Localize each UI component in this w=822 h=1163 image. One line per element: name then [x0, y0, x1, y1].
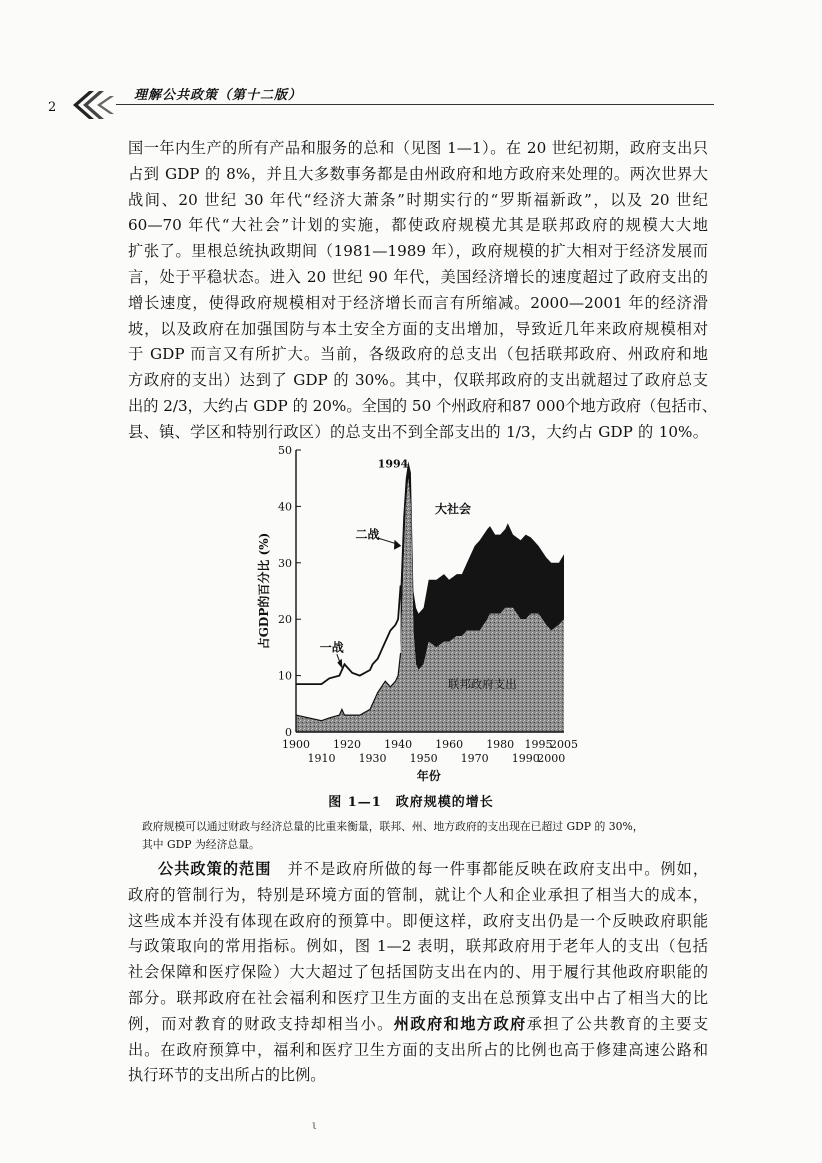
x-tick-label: 1980 [486, 738, 515, 751]
x-tick-label: 1920 [333, 738, 362, 751]
text-line: 县、镇、学区和特别行政区）的总支出不到全部支出的 1/3，大约占 GDP 的 10%。 [128, 422, 708, 441]
text-line: 与政策取向的常用指标。例如，图 1—2 表明，联邦政府用于老年人的支出（包括 [128, 937, 708, 956]
text-span: 例，而对教育的财政支持却相当小。 [128, 1014, 394, 1033]
x-axis-label: 年份 [416, 769, 441, 783]
y-tick-label: 50 [278, 445, 292, 457]
figure-title: 图 1—1 政府规模的增长 [328, 795, 494, 810]
text-line: 政府的管制行为，特别是环境方面的管制，就让个人和企业承担了相当大的成本， [128, 885, 708, 904]
page-number: 2 [48, 100, 57, 115]
header-rule [116, 104, 714, 105]
chevron-logo-icon [72, 88, 118, 122]
x-tick-label: 1900 [282, 738, 310, 751]
text-line: 言，处于平稳状态。进入 20 世纪 90 年代，美国经济增长的速度超过了政府支出的 [128, 267, 708, 286]
text-line: 战间、20 世纪 30 年代“经济大萧条”时期实行的“罗斯福新政”，以及 20 世纪 [128, 190, 708, 209]
section-lead: 公共政策的范围 [158, 860, 272, 878]
ww1-arrowhead [337, 659, 342, 669]
running-title: 理解公共政策（第十二版） [134, 88, 303, 103]
ww2-label: 二战 [355, 527, 380, 542]
text-line: 60—70 年代“大社会”计划的实施，都使政府规模尤其是联邦政府的规模大大地 [128, 216, 708, 235]
x-tick-label: 1995 [524, 738, 553, 751]
x-tick-label: 2000 [537, 752, 566, 765]
ww1-label: 一战 [319, 640, 344, 655]
text-line: 方政府的支出）达到了 GDP 的 30%。其中，仅联邦政府的支出就超过了政府总支 [128, 371, 708, 390]
text-line: 执行环节的支出所占的比例。 [128, 1066, 326, 1085]
federal-spending-label: 联邦政府支出 [447, 677, 517, 692]
figure-note-line: 其中 GDP 为经济总量。 [142, 838, 260, 851]
x-tick-label: 1970 [460, 752, 489, 765]
y-axis-label: 占GDP的百分比 (%) [257, 532, 271, 650]
paragraph-2 [128, 857, 708, 1089]
text-line: 国一年内生产的所有产品和服务的总和（见图 1—1）。在 20 世纪初期，政府支出只 [128, 139, 708, 157]
total-spending-line-early [296, 585, 401, 684]
y-tick-label: 30 [278, 556, 292, 570]
x-tick-label: 1940 [384, 738, 413, 751]
text-line: 坡，以及政府在加强国防与本土安全方面的支出增加，导致近几年来政府规模相对 [128, 319, 708, 338]
peak-year-label: 1994 [377, 457, 409, 471]
scan-mark: ι [312, 1118, 317, 1132]
y-tick-label: 10 [278, 669, 292, 683]
great-society-label: 大社会 [434, 502, 471, 517]
y-tick-label: 0 [285, 726, 292, 739]
text-line [128, 1012, 708, 1038]
text-line: 社会保障和医疗保险）大大超过了包括国防支出在内的、用于履行其他政府职能的 [128, 963, 708, 982]
text-span: 承担了公共教育的主要支 [526, 1014, 709, 1033]
government-size-chart [250, 445, 590, 815]
federal-spending-area-early [296, 653, 401, 732]
figure-note-line: 政府规模可以通过财政与经济总量的比重来衡量，联邦、州、地方政府的支出现在已超过 GDP 的 30%， [142, 820, 644, 833]
x-tick-label: 1930 [358, 752, 387, 765]
y-tick-label: 40 [278, 500, 292, 514]
text-span: 并不是政府所做的每一件事都能反映在政府支出中。例如， [271, 860, 709, 878]
x-tick-label: 1990 [511, 752, 540, 765]
text-line: 扩张了。里根总统执政期间（1981—1989 年），政府规模的扩大相对于经济发展而 [128, 242, 708, 261]
text-line: 出的 2/3，大约占 GDP 的 20%。全国的 50 个州政府和87 000个地方政府（包括市、 [128, 396, 718, 415]
x-tick-label: 1960 [435, 738, 464, 751]
text-line: 占到 GDP 的 8%，并且大多数事务都是由州政府和地方政府来处理的。两次世界大 [128, 164, 708, 183]
text-line: 于 GDP 而言又有所扩大。当前，各级政府的总支出（包括联邦政府、州政府和地 [128, 345, 708, 364]
paragraph-1 [128, 136, 718, 446]
x-tick-label: 2005 [550, 738, 578, 751]
x-tick-label: 1910 [307, 752, 336, 765]
x-tick-label: 1950 [409, 752, 438, 765]
text-line: 出。在政府预算中，福利和医疗卫生方面的支出所占的比例也高于修建高速公路和 [128, 1040, 708, 1059]
ww2-arrowhead [394, 540, 401, 550]
text-line [128, 857, 708, 883]
text-line: 这些成本并没有体现在政府的预算中。即便这样，政府支出仍是一个反映政府职能 [128, 911, 708, 930]
text-line: 增长速度，使得政府规模相对于经济增长而言有所缩减。2000—2001 年的经济滑 [128, 293, 708, 312]
figure-note [142, 818, 710, 854]
text-line: 部分。联邦政府在社会福利和医疗卫生方面的支出在总预算支出中占了相当大的比 [128, 988, 708, 1007]
y-tick-label: 20 [278, 613, 292, 627]
bold-term: 州政府和地方政府 [393, 1014, 527, 1033]
